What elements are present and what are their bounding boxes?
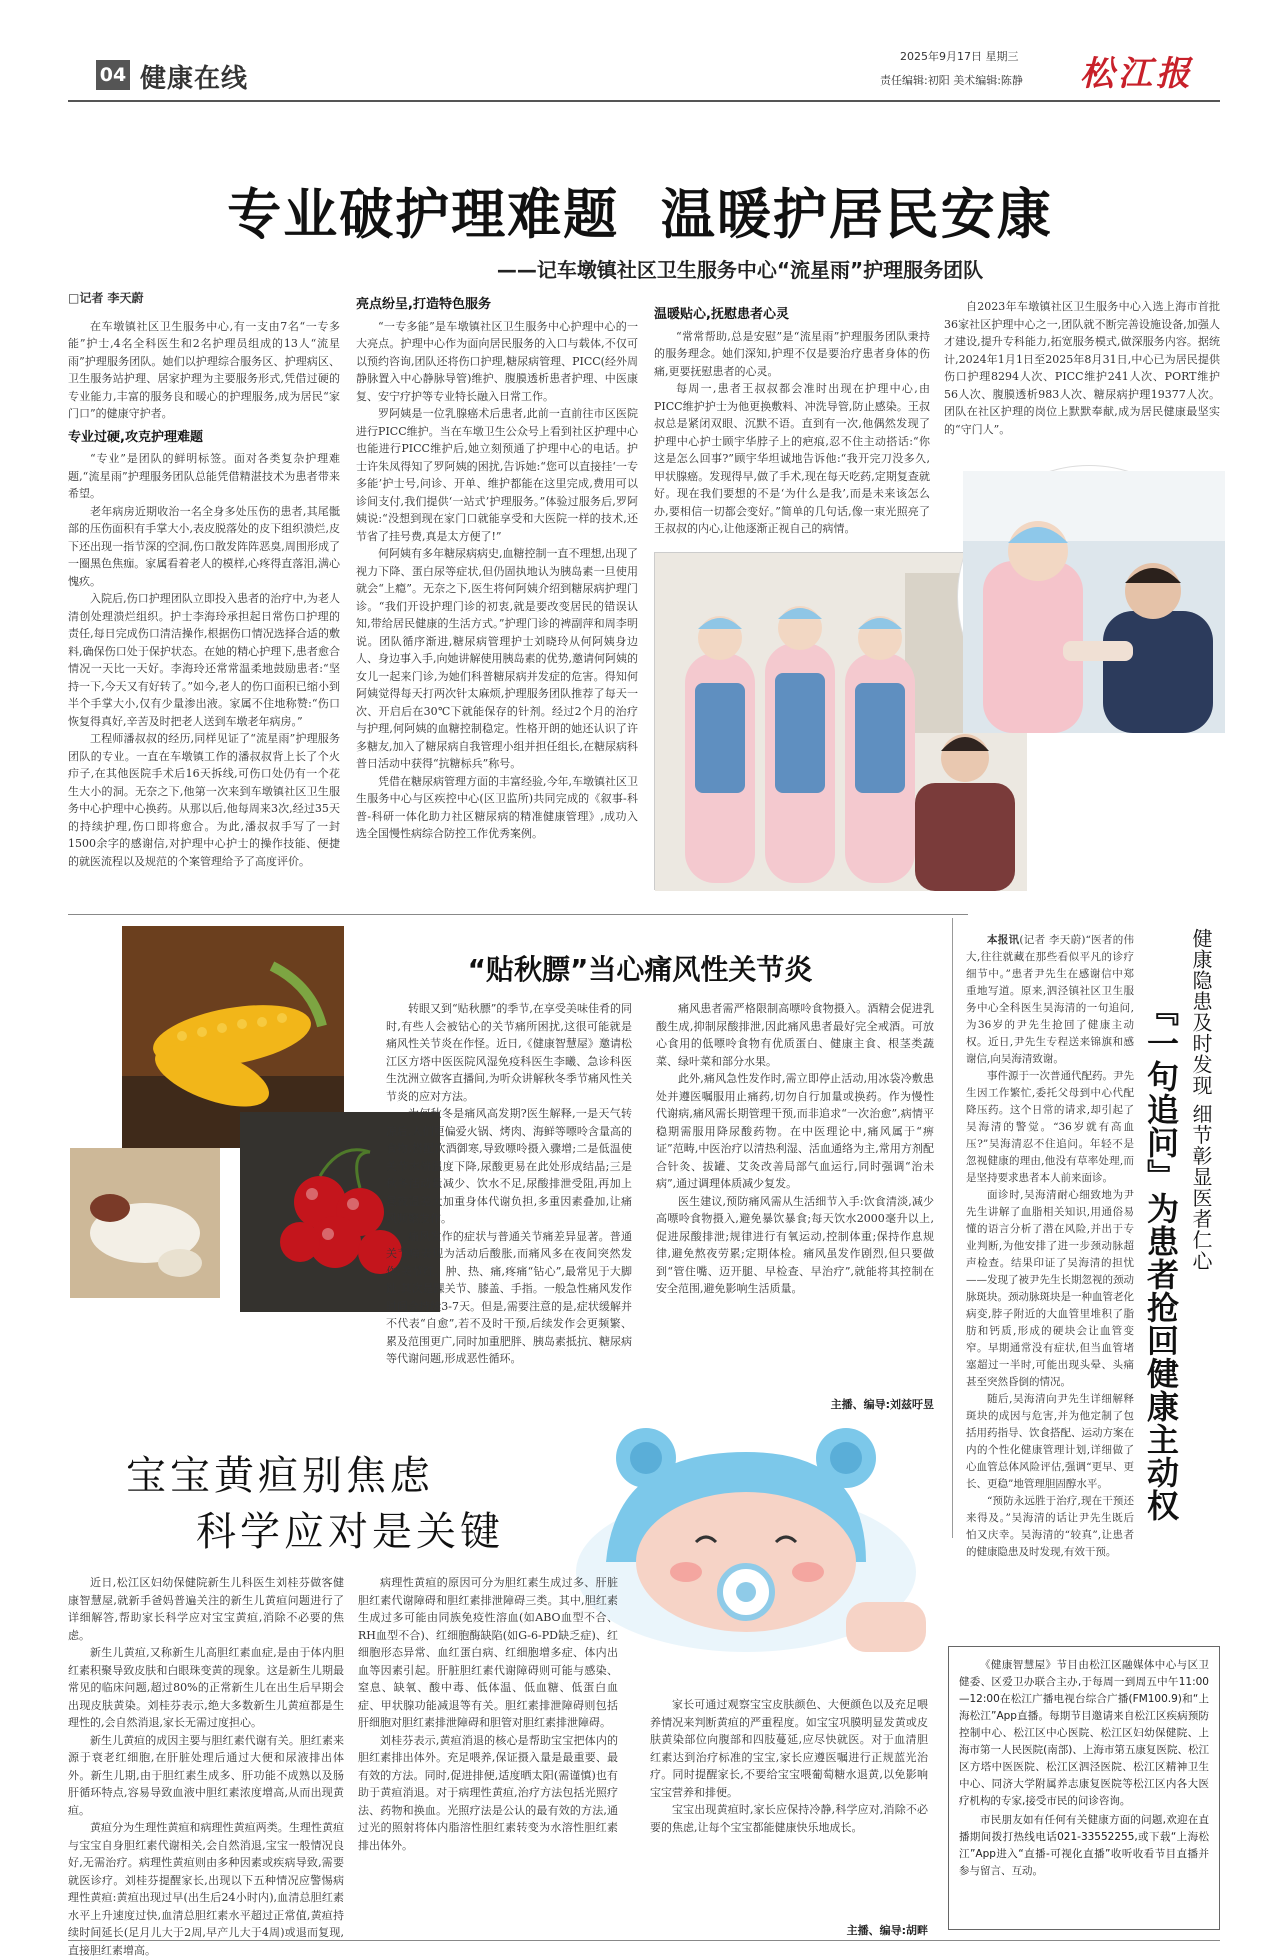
paragraph: 近日,松江区妇幼保健院新生儿科医生刘桂芬做客健康智慧屋,就新手爸妈普遍关注的新生儿黄疸问题进行了详细解答,帮助家长科学应对宝宝黄疸,消除不必要的焦虑。: [68, 1576, 344, 1642]
jaundice-credit: 主播、编导:胡畔: [846, 1924, 928, 1937]
paragraph: 此外,痛风急性发作时,需立即停止活动,用冰袋冷敷患处并遵医嘱服用止痛药,切勿自行加量或换药。作为慢性代谢病,痛风需长期管理干预,而非追求“一次治愈”,病情平稳期需服用降尿酸药物。在中医理论中,痛风属于“痹证”范畴,中医治疗以清热利湿、活血通络为主,常用方剂配合针灸、拔罐、艾灸改善局部气血运行,同时强调“治未病”,通过调理体质减少复发。: [656, 1072, 934, 1190]
paragraph: 家长可通过观察宝宝皮肤颜色、大便颜色以及充足喂养情况来判断黄疸的严重程度。如宝宝巩膜明显发黄或皮肤黄染部位向腹部和四肢蔓延,应尽快就医。对于血清胆红素达到治疗标准的宝宝,家长应遵医嘱进行正规蓝光治疗。同时提醒家长,不要给宝宝喂葡萄糖水退黄,以免影响宝宝营养和排便。: [650, 1698, 928, 1799]
footer-divider: [68, 1940, 1220, 1941]
paragraph: 每周一,患者王叔叔都会准时出现在护理中心,由PICC维护护士为他更换敷料、冲洗导管,防止感染。王叔叔总是紧闭双眼、沉默不语。直到有一次,他偶然发现了护理中心护士顾宇华脖子上的疤痕,忍不住主动搭话:“你这是怎么回事?”顾宇华坦诚地告诉他:“我开完刀没多久,甲状腺癌。发现得早,做了手术,现在每天吃药,定期复查就好。现在我们要想的不是‘为什么是我’,而是未来该怎么办,要相信一切都会变好。”简单的几句话,像一束光照亮了王叔叔的内心,让他逐渐正视自己的病情。: [654, 382, 930, 535]
gout-headline: “贴秋膘”当心痛风性关节炎: [467, 953, 813, 986]
main-headline: 专业破护理难题 温暖护居民安康: [227, 183, 1053, 246]
sidebar-vertical-title: 『一句追问』为患者抢回健康主动权: [1142, 994, 1180, 1522]
paragraph: 新生儿黄疸的成因主要与胆红素代谢有关。胆红素来源于衰老红细胞,在肝脏处理后通过大便和尿液排出体外。新生儿期,由于胆红素生成多、肝功能不成熟以及肠肝循环特点,容易导致血液中胆红素浓度增高,从而出现黄疸。: [68, 1733, 344, 1817]
paragraph: 宝宝出现黄疸时,家长应保持冷静,科学应对,消除不必要的焦虑,让每个宝宝都能健康快乐地成长。: [650, 1803, 928, 1834]
issue-date: 2025年9月17日 星期三: [900, 50, 1019, 63]
paragraph: [966, 932, 1134, 1068]
paragraph: “一专多能”是车墩镇社区卫生服务中心护理中心的一大亮点。护理中心作为面向居民服务的入口与载体,不仅可以预约咨询,团队还将伤口护理,糖尿病管理、PICC(经外周静脉置入中心静脉导管)维护、腹膜透析患者护理、中医康复、安宁疗护等专业特长融入日常工作。: [356, 319, 638, 403]
sidebar-p1: “医者的伟大,往往就藏在那些看似平凡的诊疗细节中。”患者尹先生在感谢信中郑重地写道。原来,泗泾镇社区卫生服务中心全科医生吴海清的一句追问,为36岁的尹先生抢回了健康主动权。近日,尹先生专程送来锦旗和感谢信,向吴海清致谢。: [966, 934, 1135, 1065]
masthead-divider: [68, 100, 1220, 102]
paragraph: 新生儿黄疸,又称新生儿高胆红素血症,是由于体内胆红素积聚导致皮肤和白眼珠变黄的现象。这是新生儿期最常见的临床问题,超过80%的正常新生儿在出生后早期会出现皮肤黄染。刘桂芬表示,绝大多数新生儿黄疸都是生理性的,会自然消退,家长无需过度担心。: [68, 1646, 344, 1729]
byline: □记者 李天蔚: [68, 291, 144, 305]
main-col-2: [356, 290, 638, 940]
jaundice-col-1: [68, 1574, 344, 1957]
program-notice-box: [948, 1646, 1220, 1930]
paragraph: 老年病房近期收治一名全身多处压伤的患者,其尾骶部的压伤面积有手掌大小,表皮脱落处的皮下组织溃烂,皮下还出现一指节深的空洞,伤口散发阵阵恶臭,周围形成了一圈黑色焦痂。家属看着老人的模样,心疼得直落泪,满心愧疚。: [68, 504, 340, 588]
sidebar-vertical-subtitle: 健康隐患及时发现 细节彰显医者仁心: [1189, 928, 1213, 1272]
gout-col-1: [386, 1000, 632, 1400]
paragraph: 转眼又到“贴秋膘”的季节,在享受美味佳肴的同时,有些人会被钻心的关节痛所困扰,这很可能就是痛风性关节炎在作怪。近日,《健康智慧屋》邀请松江区方塔中医医院风湿免疫科医生李曦、急诊科医生沈洲立做客直播间,为听众讲解秋冬季节痛风性关节炎的应对方法。: [386, 1002, 632, 1103]
masthead: [0, 0, 1280, 110]
paragraph: 面诊时,吴海清耐心细致地为尹先生讲解了血脂相关知识,用通俗易懂的语言分析了潜在风险,并出于专业判断,为他安排了进一步颈动脉超声检查。结果印证了吴海清的担忧——发现了被尹先生长期忽视的颈动脉斑块。颈动脉斑块是一种血管老化病变,脖子附近的大血管里堆积了脂肪和钙质,形成的硬块会让血管变窄。早期通常没有症状,但当血管堵塞超过一半时,可能出现头晕、头痛甚至突然昏倒的情况。: [966, 1189, 1134, 1388]
jaundice-col-3: [650, 1696, 928, 1920]
paragraph: 痛风发作的症状与普通关节痛差异显著。普通关节痛表现为活动后酸胀,而痛风多在夜间突然发作,关节红、肿、热、痛,疼痛“钻心”,最常见于大脚趾,其次是踝关节、膝盖、手指。一般急性痛风发作时间会持续3-7天。但是,需要注意的是,症状缓解并不代表“自愈”,若不及时干预,后续发作会更频繁、累及范围更广,同时加重肥胖、胰岛素抵抗、糖尿病等代谢问题,形成恶性循环。: [386, 1229, 632, 1365]
paragraph: 痛风患者需严格限制高嘌呤食物摄入。酒精会促进乳酸生成,抑制尿酸排泄,因此痛风患者最好完全戒酒。可放心食用的低嘌呤食物有优质蛋白、健康主食、根茎类蔬菜、绿叶菜和部分水果。: [656, 1002, 934, 1068]
jaundice-col-2: [358, 1574, 618, 1934]
rice-food-circle-photo: [70, 1148, 220, 1298]
section-title: 健康在线: [140, 64, 249, 94]
sidebar-text: [966, 932, 1135, 1558]
section-divider: [68, 914, 968, 915]
paragraph: 入院后,伤口护理团队立即投入患者的治疗中,为老人清创处理溃烂组织。护士李海玲承担起日常伤口护理的责任,每日完成伤口清洁操作,根据伤口情况选择合适的敷料,确保伤口处于保护状态。在她的精心护理下,患者愈合情况一天比一天好。李海玲还常常温柔地鼓励患者:“坚持一下,今天又有好转了。”如今,老人的伤口面积已缩小到半个手掌大小,仅有少量渗出液。家属不住地称赞:“伤口恢复得真好,辛苦及时把老人送到车墩老年病房。”: [68, 592, 340, 728]
main-subheadline: ——记车墩镇社区卫生服务中心“流星雨”护理服务团队: [496, 258, 984, 282]
paragraph: “常常帮助,总是安慰”是“流星雨”护理服务团队秉持的服务理念。她们深知,护理不仅是要治疗患者身体的伤痛,更要抚慰患者的心灵。: [654, 329, 930, 378]
paragraph: 市民朋友如有任何有关健康方面的问题,欢迎在直播期间拨打热线电话021-33552255,或下载“上海松江”App进入“直播-可视化直播”收听收看节目直播并参与留言、互动。: [959, 1814, 1209, 1877]
editors-line: 责任编辑:初阳 美术编辑:陈静: [880, 74, 1023, 87]
main-col-3: [654, 300, 930, 542]
subheading: 温暖贴心,抚慰患者心灵: [654, 307, 789, 322]
paragraph: 黄疸分为生理性黄疸和病理性黄疸两类。生理性黄疸与宝宝自身胆红素代谢相关,会自然消退,宝宝一般情况良好,无需治疗。病理性黄疸则由多种因素或疾病导致,需要就医诊疗。刘桂芬提醒家长,出现以下五种情况应警惕病理性黄疸:黄疸出现过早(出生后24小时内),血清总胆红素水平上升速度过快,血清总胆红素水平超过正常值,黄疸持续时间延长(足月儿大于2周,早产儿大于4周)或退而复现,直接胆红素增高。: [68, 1821, 344, 1957]
paragraph: 罗阿姨是一位乳腺癌术后患者,此前一直前往市区医院进行PICC维护。当在车墩卫生公众号上看到社区护理中心也能进行PICC维护后,她立刻预通了护理中心的电话。护士许朱凤得知了罗阿姨的困扰,告诉她:“您可以直接挂‘一专多能’护士号,问诊、开单、维护都能在这里完成,费用可以诊间支付,我们提供‘一站式’护理服务。”体验过服务后,罗阿姨说:“没想到现在家门口就能享受和大医院一样的技术,还节省了挂号费,真是太方便了!”: [356, 407, 638, 543]
paragraph: 在车墩镇社区卫生服务中心,有一支由7名“一专多能”护士,4名全科医生和2名护理员组成的13人“流星雨”护理服务团队。她们以护理综合服务区、护理病区、卫生服务站护理、居家护理为主要服务形式,凭借过硬的专业能力,丰富的服务良和暖心的护理服务,成为居民“家门口”的健康守护者。: [68, 319, 340, 420]
paragraph: 刘桂芬表示,黄疸消退的核心是帮助宝宝把体内的胆红素排出体外。充足喂养,保证摄入量是最重要、最有效的方法。同时,促进排便,适度晒太阳(需谨慎)也有助于黄疸消退。对于病理性黄疸,治疗方法包括光照疗法、药物和换血。光照疗法是公认的最有效的方法,通过光的照射将体内脂溶性胆红素转变为水溶性胆红素排出体外。: [358, 1733, 618, 1852]
jaundice-headline-line1: 宝宝黄疸别焦虑: [126, 1453, 434, 1499]
sidebar-lead: 本报讯: [987, 934, 1020, 946]
paragraph: 凭借在糖尿病管理方面的丰富经验,今年,车墩镇社区卫生服务中心与区疾控中心(区卫监所)共同完成的《叙事-科普-科研一体化助力社区糖尿病的精准健康管理》,成功入选全国慢性病综合防控工作优秀案例。: [356, 774, 638, 840]
page-number-badge: 04: [96, 60, 130, 90]
paragraph: “预防永远胜于治疗,现在干预还来得及。”吴海清的话让尹先生既后怕又庆幸。吴海清的“较真”,让患者的健康隐患及时发现,有效干预。: [966, 1495, 1134, 1558]
paragraph: 随后,吴海清向尹先生详细解释斑块的成因与危害,并为他定制了包括用药指导、饮食搭配、运动方案在内的个性化健康管理计划,详细做了心血管总体风险评估,强调“更早、更长、更稳”地管理胆固醇水平。: [966, 1393, 1134, 1490]
nurse-care-circle-photo: [958, 466, 1220, 728]
main-col-4: [944, 298, 1220, 458]
paragraph: “专业”是团队的鲜明标签。面对各类复杂护理难题,“流星雨”护理服务团队总能凭借精湛技术为患者带来希望。: [68, 452, 340, 500]
jaundice-headline-line2: 科学应对是关键: [196, 1509, 504, 1555]
paragraph: 《健康智慧屋》节目由松江区融媒体中心与区卫健委、区爱卫办联合主办,于每周一到周五中午11:00—12:00在松江广播电视台综合广播(FM100.9)和“上海松江”App直播。每期节目邀请来自松江区疾病预防控制中心、松江区中心医院、松江区妇幼保健院、上海市第一人民医院(南部)、上海市第五康复医院、松江区方塔中医医院、松江区泗泾医院、松江区精神卫生中心、同济大学附属养志康复医院等松江区内各大医疗机构的专家,接受市民的问诊咨询。: [959, 1659, 1209, 1807]
paragraph: 为何秋冬是痛风高发期?医生解释,一是天气转凉后,人们更偏爱火锅、烤肉、海鲜等嘌呤含量高的食物,搭配饮酒御寒,导致嘌呤摄入骤增;二是低温使关节末端温度下降,尿酸更易在此处形成结晶;三是秋冬活动量减少、饮水不足,尿酸排泄受阻,再加上昼夜温差大加重身体代谢负担,多重因素叠加,让痛风频繁发作。: [386, 1107, 632, 1225]
paragraph: 自2023年车墩镇社区卫生服务中心入选上海市首批36家社区护理中心之一,团队就不断完善设施设备,加强人才建设,提升专科能力,拓宽服务模式,做深服务内容。据统计,2024年1月1日至2025年8月31日,中心已为居民提供伤口护理8294人次、PICC维护241人次、PORT维护56人次、腹膜透析983人次、糖尿病护理19377人次。团队在社区护理的岗位上默默奉献,成为居民健康最坚实的“守门人”。: [944, 300, 1220, 436]
paragraph: 医生建议,预防痛风需从生活细节入手:饮食清淡,减少高嘌呤食物摄入,避免暴饮暴食;每天饮水2000毫升以上,促进尿酸排泄;规律进行有氧运动,控制体重;保持作息规律,避免熬夜劳累;定期体检。痛风虽发作剧烈,但只要做到“管住嘴、迈开腿、早检查、早治疗”,就能将其控制在安全范围,避免影响生活质量。: [656, 1194, 934, 1295]
main-col-1: [68, 290, 340, 940]
paragraph: 何阿姨有多年糖尿病病史,血糖控制一直不理想,出现了视力下降、蛋白尿等症状,但仍固执地认为胰岛素一旦使用就会“上瘾”。无奈之下,医生将何阿姨介绍到糖尿病护理门诊。“我们开设护理门诊的初衷,就是要改变居民的错误认知,带给居民健康的生活方式。”护理门诊的裨副萍和周李明说。团队循序渐进,糖尿病管理护士刘晓玲从何阿姨身边人、身边事入手,向她讲解使用胰岛素的优势,邀请何阿姨的女儿一起来门诊,为她们科普糖尿病并发症的危害。得知何阿姨觉得每天打两次针太麻烦,护理服务团队推荐了每天一次、开启后在30℃下就能保存的针剂。经过2个月的治疗与护理,何阿姨的血糖控制稳定。性格开朗的她还认识了许多糖友,加入了糖尿病自我管理小组并担任组长,在糖尿病科普日活动中获得“抗糖标兵”称号。: [356, 547, 638, 770]
subheading: 专业过硬,攻克护理难题: [68, 429, 203, 445]
paragraph: 工程师潘叔叔的经历,同样见证了“流星雨”护理服务团队的专业。一直在车墩镇工作的潘叔叔背上长了个火疖子,在其他医院手术后16天拆线,可伤口处仍有一个花生大小的洞。无奈之下,他第一次来到车墩镇社区卫生服务中心护理中心换药。从那以后,他每周来3次,经过35天的持续护理,伤口即将愈合。为此,潘叔叔手写了一封1500余字的感谢信,对护理中心护士的操作技能、便捷的就医流程以及规范的个案管理给予了高度评价。: [68, 732, 340, 868]
gout-credit: 主播、编导:刘兹吁昱: [830, 1398, 934, 1411]
gout-col-2: [656, 1000, 934, 1396]
subheading: 亮点纷呈,打造特色服务: [356, 297, 491, 312]
paragraph: 事件源于一次普通代配药。尹先生因工作繁忙,委托父母到中心代配降压药。这个日常的请求,却引起了吴海清的警觉。“36岁就有高血压?”吴海清忍不住追问。年轻不是忽视健康的理由,他没有草率处理,而是坚持要求患者本人前来面诊。: [966, 1070, 1134, 1184]
newspaper-logo: 松江报: [1080, 54, 1194, 94]
paragraph: 病理性黄疸的原因可分为胆红素生成过多、肝脏胆红素代谢障碍和胆红素排泄障碍三类。其中,胆红素生成过多可能由同族免疫性溶血(如ABO血型不合、RH血型不合)、红细胞酶缺陷(如G-6-PD缺乏症)、红细胞形态异常、血红蛋白病、红细胞增多症、体内出血等因素引起。肝脏胆红素代谢障碍则可能与感染、窒息、缺氧、酸中毒、低体温、低血糖、低蛋白血症、甲状腺功能减退等有关。胆红素排泄障碍则包括肝细胞对胆红素排泄障碍和胆管对胆红素排泄障碍。: [358, 1576, 618, 1729]
sidebar-divider: [952, 918, 953, 1538]
sidebar-reporter: (记者 李天蔚): [1019, 934, 1086, 946]
